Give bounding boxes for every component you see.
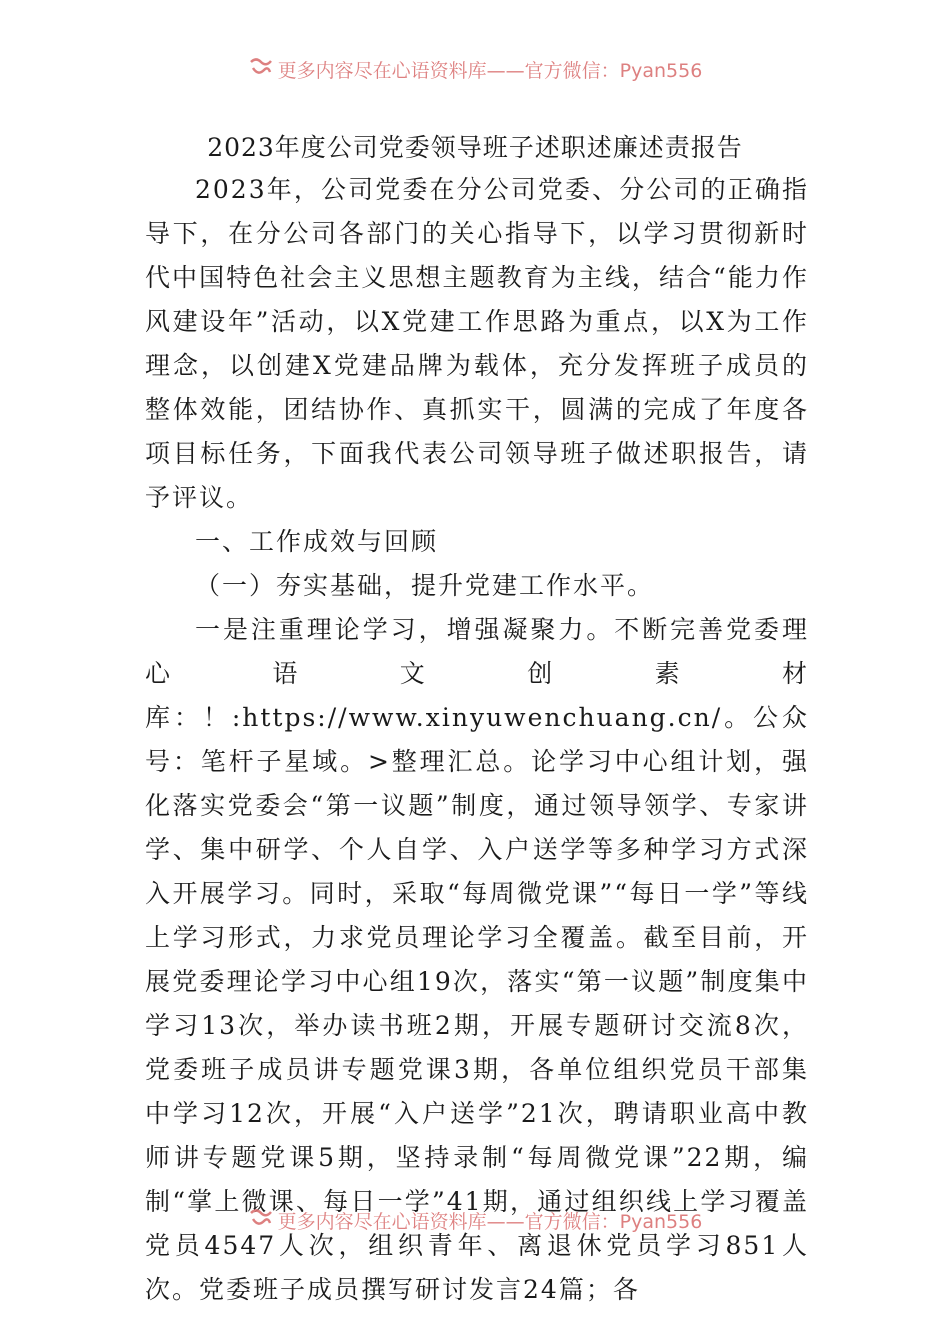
section-heading: 一、工作成效与回顾 [195,527,439,556]
watermark-top [0,56,950,83]
watermark-logo-icon [248,1207,274,1234]
document-title: 2023年度公司党委领导班子述职述廉述责报告 [207,133,743,162]
watermark-text: 更多内容尽在心语资料库——官方微信：Pyan556 [277,60,703,82]
watermark-text: 更多内容尽在心语资料库——官方微信：Pyan556 [277,1211,703,1233]
intro-paragraph: 2023年，公司党委在分公司党委、分公司的正确指导下，在分公司各部门的关心指导下，以学习贯彻新时代中国特色社会主义思想主题教育为主线，结合“能力作风建设年”活动，以X党建工作思路为重点，以X为工作理念，以创建X党建品牌为载体，充分发挥班子成员的整体效能，团结协作、真抓实干，圆满的完成了年度各项目标任务，下面我代表公司领导班子做述职报告，请予评议。 [145,175,809,512]
subsection-heading: （一）夯实基础，提升党建工作水平。 [195,571,655,600]
body-paragraph: 一是注重理论学习，增强凝聚力。不断完善党委理心语文创素材库：！:https://www.xinyuwenchuang.cn/。公众号：笔杆子星域。>整理汇总。论学习中心组计划，强化落实党委会“第一议题”制度，通过领导领学、专家讲学、集中研学、个人自学、入户送学等多种学习方式深入开展学习。同时，采取“每周微党课”“每日一学”等线上学习形式，力求党员理论学习全覆盖。截至目前，开展党委理论学习中心组19次，落实“第一议题”制度集中学习13次，举办读书班2期，开展专题研讨交流8次，党委班子成员讲专题党课3期，各单位组织党员干部集中学习12次，开展“入户送学”21次，聘请职业高中教师讲专题党课5期，坚持录制“每周微党课”22期，编制“掌上微课、每日一学”41期，通过组织线上学习覆盖党员4547人次，组织青年、离退休党员学习851人次。党委班子成员撰写研讨发言24篇；各 [145,615,809,1304]
watermark-logo-icon [248,56,274,83]
watermark-bottom [0,1207,950,1234]
document-body [145,168,809,1312]
